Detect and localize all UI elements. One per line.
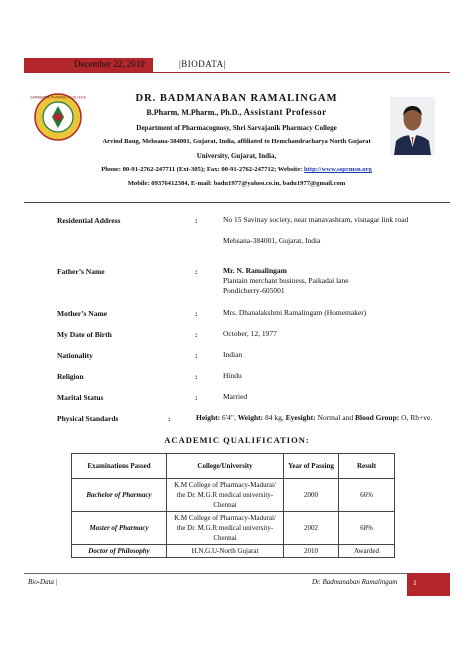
document-tag: |BIODATA|	[179, 59, 226, 69]
footer-rule	[24, 573, 450, 574]
father-address: Pondicherry-605001	[223, 286, 285, 295]
residential-address-line2: Mehsana-384001, Gujarat, India	[223, 236, 321, 245]
department: Department of Pharmacognosy, Shri Sarvajanik Pharmacy College	[136, 124, 337, 132]
logo-text: SARVAJANIK PHARMACY COLLEGE	[30, 95, 86, 100]
exam-cell: Bachelor of Pharmacy	[72, 479, 167, 512]
page-number: 1	[413, 578, 417, 587]
father-details	[223, 266, 349, 296]
colon: :	[195, 267, 198, 276]
colon: :	[195, 309, 198, 318]
colon: :	[195, 351, 198, 360]
footer-left: Bio-Data |	[28, 578, 58, 586]
marital-status-label: Marital Status	[57, 393, 104, 402]
colon: :	[195, 216, 198, 225]
physical-standards-value	[196, 413, 432, 423]
college-line: Chennai	[213, 534, 237, 542]
result-cell: 68%	[339, 512, 395, 545]
father-name-label: Father’s Name	[57, 267, 105, 276]
year-cell: 2000	[284, 479, 339, 512]
college-line: the Dr. M.G.R medical university-	[176, 491, 274, 499]
blood-group-label: Blood Group:	[355, 413, 400, 422]
college-line: Chennai	[213, 501, 237, 509]
college-logo-icon	[30, 93, 86, 141]
college-cell	[167, 512, 284, 545]
degrees: B.Pharm, M.Pharm., Ph.D.,	[146, 108, 242, 117]
colon: :	[195, 330, 198, 339]
colon: :	[195, 393, 198, 402]
header-year: Year of Passing	[284, 454, 339, 479]
religion-value: Hindu	[223, 371, 242, 380]
degree-line	[84, 107, 389, 117]
father-name: Mr. N. Ramalingam	[223, 266, 287, 275]
header-college: College/University	[167, 454, 284, 479]
marital-status-value: Married	[223, 392, 248, 401]
exam-cell: Master of Pharmacy	[72, 512, 167, 545]
college-line: K.M College of Pharmacy-Madurai/	[174, 481, 276, 489]
table-row	[72, 545, 395, 558]
weight-value: 84 kg,	[263, 413, 286, 422]
college-cell	[167, 479, 284, 512]
eyesight-value: Normal and	[315, 413, 356, 422]
mother-name-label: Mother’s Name	[57, 309, 108, 318]
height-value: 6'4",	[220, 413, 238, 422]
mobile-email-line: Mobile: 09376412384, E-mail: badu1977@yahoo.co.in, badu1977@gmail.com	[127, 180, 346, 187]
year-cell: 2002	[284, 512, 339, 545]
residential-address-line1: No 15 Savinay society, near manavashram, visnagar link road	[223, 215, 409, 224]
nationality-label: Nationality	[57, 351, 93, 360]
result-cell: 66%	[339, 479, 395, 512]
website-link[interactable]: http://www.sspcmsn.org	[304, 166, 372, 173]
profile-photo	[390, 97, 435, 155]
residential-address-label: Residential Address	[57, 216, 121, 225]
person-name: DR. BADMANABAN RAMALINGAM	[135, 93, 338, 104]
mother-name: Mrs. Dhanalakshmi Ramalingam (Homemaker)	[223, 308, 367, 317]
college-line: the Dr. M.G.R medical university-	[176, 524, 274, 532]
colon: :	[168, 414, 171, 423]
college-cell: H.N.G.U-North Gujarat	[167, 545, 284, 558]
religion-label: Religion	[57, 372, 84, 381]
college-line: K.M College of Pharmacy-Madurai/	[174, 514, 276, 522]
dob-label: My Date of Birth	[57, 330, 112, 339]
phone-fax: Phone: 00-91-2762-247711 (Ext-305); Fax: 00-91-2762-247712; Website:	[101, 166, 303, 173]
eyesight-label: Eyesight:	[285, 413, 316, 422]
table-row	[72, 512, 395, 545]
header-divider	[24, 202, 450, 203]
phone-line	[84, 166, 389, 173]
city-line: University, Gujarat, India,	[196, 152, 277, 160]
dob-value: October, 12, 1977	[223, 329, 277, 338]
exam-cell: Doctor of Philosophy	[72, 545, 167, 558]
father-occupation: Plantain merchant business, Paikadai lane	[223, 276, 349, 285]
academic-table	[71, 453, 395, 558]
date-bar-rule	[153, 72, 450, 73]
academic-title: ACADEMIC QUALIFICATION:	[164, 435, 310, 445]
footer-right: Dr. Badmanaban Ramalingam	[312, 578, 398, 586]
header-exams: Examinations Passed	[72, 454, 167, 479]
designation: Assistant Professor	[243, 107, 327, 117]
table-header-row	[72, 454, 395, 479]
nationality-value: Indian	[223, 350, 243, 359]
physical-standards-label: Physical Standards	[57, 414, 119, 423]
blood-group-value: O, Rh+ve.	[399, 413, 433, 422]
document-date: December 22, 2010	[74, 59, 145, 69]
year-cell: 2010	[284, 545, 339, 558]
result-cell: Awarded	[339, 545, 395, 558]
header-date-bar	[24, 58, 450, 73]
header-result: Result	[339, 454, 395, 479]
table-row	[72, 479, 395, 512]
address-line: Arvind Baug, Mehsana-384001, Gujarat, India, affiliated to Hemchandracharya North Gujarat	[102, 138, 371, 145]
height-label: Height:	[196, 413, 221, 422]
weight-label: Weight:	[237, 413, 264, 422]
colon: :	[195, 372, 198, 381]
